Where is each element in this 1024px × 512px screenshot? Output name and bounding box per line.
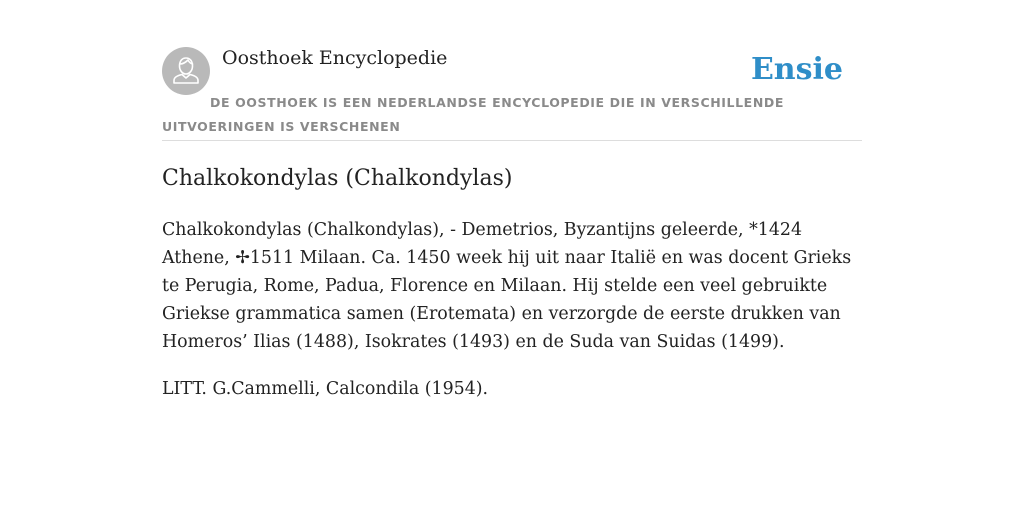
- user-icon: [162, 47, 210, 95]
- article-title: Chalkokondylas (Chalkondylas): [162, 166, 513, 191]
- source-description: DE OOSTHOEK IS EEN NEDERLANDSE ENCYCLOPEDIE DIE IN VERSCHILLENDE UITVOERINGEN IS VERSCHENEN: [162, 95, 784, 134]
- source-name[interactable]: Oosthoek Encyclopedie: [222, 47, 448, 69]
- source-header: [162, 46, 862, 141]
- article-literature: LITT. G.Cammelli, Calcondila (1954).: [162, 379, 489, 399]
- source-avatar[interactable]: [162, 47, 210, 95]
- brand-logo[interactable]: Ensie: [750, 52, 843, 87]
- article-body: Chalkokondylas (Chalkondylas), - Demetrios, Byzantijns geleerde, *1424 Athene, ✢1511 Milaan. Ca. 1450 week hij uit naar Italië en was docent Grieks te Perugia, Rome, Padua, Florence en Milaan. Hij stelde een veel gebruikte Griekse grammatica samen (Erotemata) en verzorgde de eerste drukken van Homeros’ Ilias (1488), Isokrates (1493) en de Suda van Suidas (1499).: [162, 220, 852, 352]
